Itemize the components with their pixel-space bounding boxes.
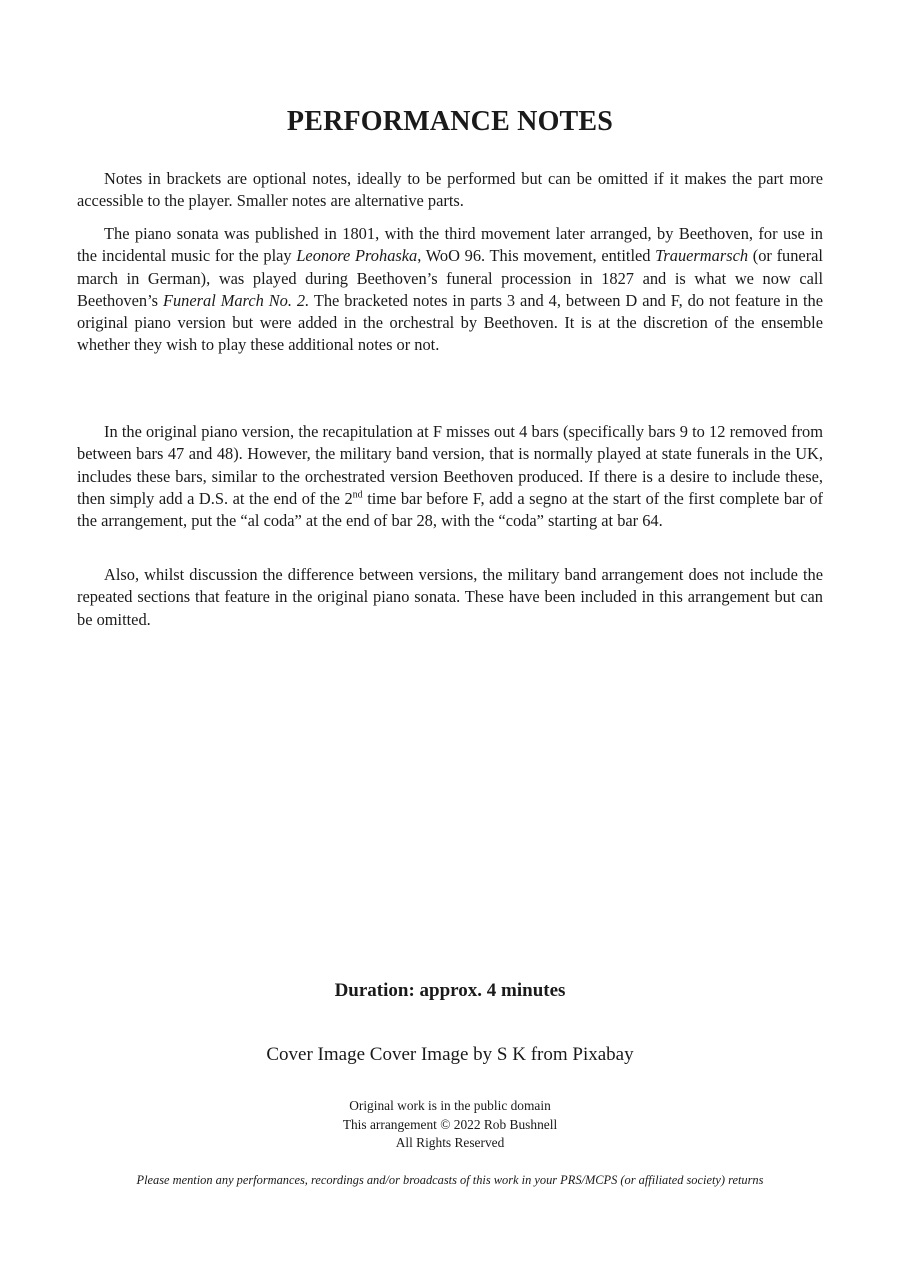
page-title: PERFORMANCE NOTES (286, 106, 614, 137)
public-domain-line: Original work is in the public domain (349, 1098, 551, 1113)
text-run: The bracketed notes in parts 3 and 4, between D and F, do not feature in the original piano version but were added in the orchestral by Beethoven. It is at the discretion of the ensemble whether they wish to play these additional notes or not. (77, 290, 823, 355)
text-run: (or funeral march in German), was played during Beethoven’s funeral procession in 1827 and is what we now call Beethoven’s (77, 246, 823, 310)
paragraph-history (77, 223, 823, 357)
paragraph-text: Also, whilst discussion the difference between versions, the military band arrangement does not include the repeated sections that feature in the original piano sonata. These have been included in this arrangement but can be omitted. (77, 565, 823, 629)
paragraph-text (77, 223, 823, 357)
performance-returns-note: Please mention any performances, recordings and/or broadcasts of this work in your PRS/MCPS (or affiliated society) returns (136, 1173, 764, 1187)
text-run: time bar before F, add a segno at the start of the first complete bar of the arrangement, put the “al coda” at the end of bar 28, with the “coda” starting at bar 64. (77, 488, 823, 531)
paragraph-brackets (77, 168, 823, 213)
movement-title: Trauermarsch (655, 246, 749, 266)
paragraph-text (77, 421, 823, 532)
paragraph-versions (77, 564, 823, 631)
play-title: Leonore Prohaska (296, 246, 418, 266)
paragraph-recapitulation (77, 421, 823, 532)
all-rights-line: All Rights Reserved (395, 1135, 505, 1150)
duration-label: Duration: approx. 4 minutes (334, 980, 566, 1001)
copyright-line: This arrangement © 2022 Rob Bushnell (342, 1116, 558, 1132)
cover-image-credit: Cover Image Cover Image by S K from Pixabay (266, 1044, 634, 1065)
ordinal-suffix: nd (352, 489, 363, 501)
march-title: Funeral March No. 2. (162, 290, 310, 310)
rights-block (0, 1097, 900, 1153)
paragraph-text: Notes in brackets are optional notes, ideally to be performed but can be omitted if it makes the part more accessible to the player. Smaller notes are alternative parts. (77, 169, 823, 211)
text-run: The piano sonata was published in 1801, with the third movement later arranged, by Beethoven, for use in the incidental music for the play (77, 224, 823, 266)
text-run: , WoO 96. This movement, entitled (417, 246, 656, 266)
text-run: In the original piano version, the recapitulation at F misses out 4 bars (specifically bars 9 to 12 removed from between bars 47 and 48). However, the military band version, that is normally played at state funerals in the UK, includes these bars, similar to the orchestrated version Beethoven produced. If there is a desire to include these, then simply add a D.S. at the end of the 2 (77, 422, 823, 508)
